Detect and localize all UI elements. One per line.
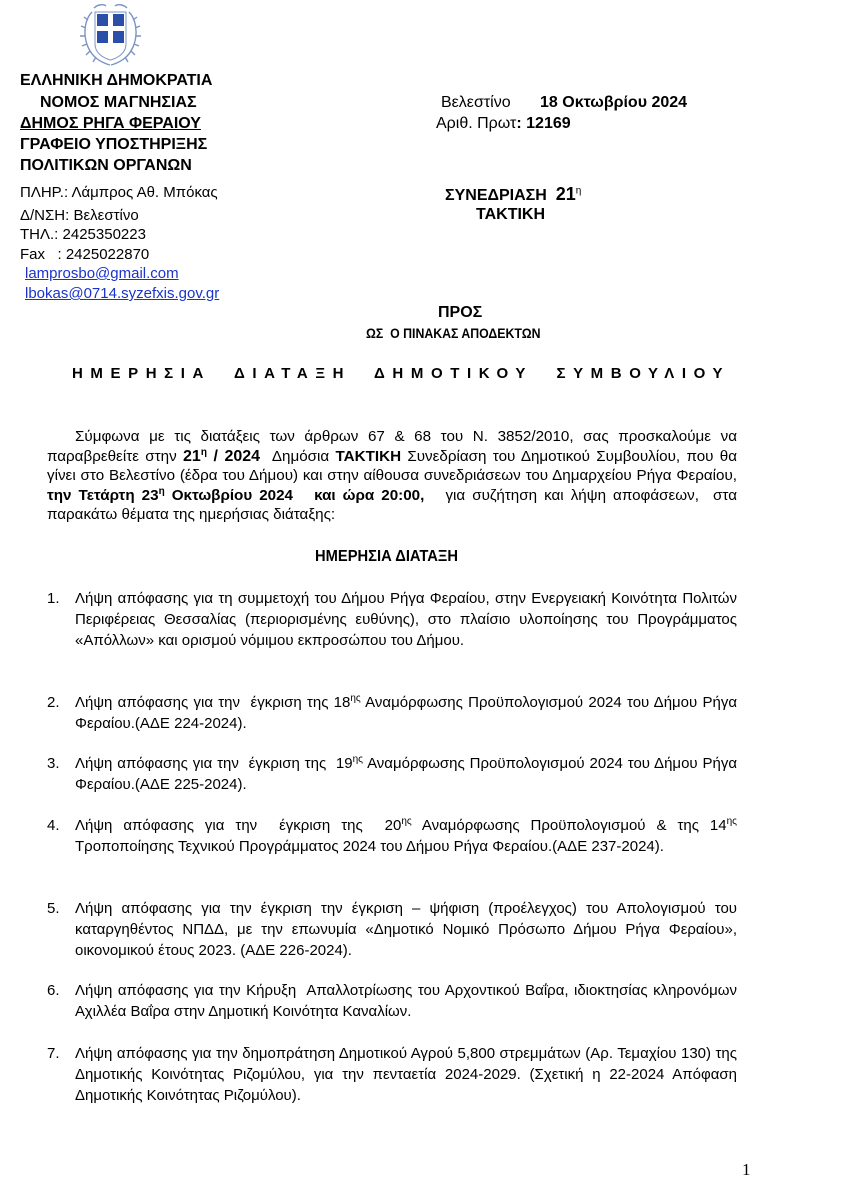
protocol-label: Αριθ. Πρωτ: [436, 115, 517, 132]
session-title: ΣΥΝΕΔΡΙΑΣΗ $21^\eta$: [445, 184, 582, 204]
protocol-number: Αριθ. Πρωτ: 12169: [436, 115, 571, 132]
intro-paragraph: Σύμφωνα με τις διατάξεις των άρθρων 67 & 68 του Ν. 3852/2010, σας προσκαλούμε να παραβρεθείτε στην $21^\eta / 2024$ Δημόσια ΤΑΚΤΙΚΗ Συνεδρίαση του Δημοτικού Συμβουλίου, που θα γίνει στο Βελεστίνο (έδρα του Δήμου) και στην αίθουσα συνεδριάσεων του Δημαρχείου Ρήγα Φεραίου, την Τετάρτη $23^\eta$ Οκτωβρίου 2024 και ώρα 20:00, για συζήτηση και λήψη αποφάσεων, στα παρακάτω θέματα της ημερήσιας διάταξης:: [47, 428, 742, 524]
page-number: 1: [742, 1160, 751, 1179]
contact-person: ΠΛΗΡ.: Λάμπρος Αθ. Μπόκας: [20, 184, 218, 201]
session-type: ΤΑΚΤΙΚΗ: [476, 206, 546, 223]
agenda-item: 2. Λήψη απόφασης για την έγκριση της $18^{\eta\varsigma}$ Αναμόρφωσης Προϋπολογισμού 2024 του Δήμου Ρήγα Φεραίου.(ΑΔΕ 224-2024).: [47, 693, 737, 732]
hellenic-republic-emblem-icon: [66, 0, 155, 70]
recipient-to: ΠΡΟΣ: [438, 304, 483, 321]
org-municipality: ΔΗΜΟΣ ΡΗΓΑ ΦΕΡΑΙΟΥ: [20, 115, 201, 132]
document-title: ΗΜΕΡΗΣΙΑ ΔΙΑΤΑΞΗ ΔΗΜΟΤΙΚΟΥ ΣΥΜΒΟΥΛΙΟΥ: [72, 365, 731, 382]
protocol-value: 12169: [526, 115, 571, 132]
org-prefecture: ΝΟΜΟΣ ΜΑΓΝΗΣΙΑΣ: [40, 94, 197, 111]
agenda-item: 3. Λήψη απόφασης για την έγκριση της $19^{\eta\varsigma}$ Αναμόρφωσης Προϋπολογισμού 2024 του Δήμου Ρήγα Φεραίου.(ΑΔΕ 225-2024).: [47, 754, 738, 793]
place: Βελεστίνο: [441, 94, 511, 111]
agenda-item: 7. Λήψη απόφασης για την δημοπράτηση Δημοτικού Αγρού 5,800 στρεμμάτων (Αρ. Τεμαχίου 130) της Δημοτικής Κοινότητας Ριζομύλου, για την πενταετία 2024-2029. (Σχετική η 22-2024 Απόφαση Δημοτικής Κοινότητας Ριζομύλου).: [47, 1045, 737, 1104]
org-republic: ΕΛΛΗΝΙΚΗ ΔΗΜΟΚΡΑΤΙΑ: [20, 72, 213, 89]
org-office: ΓΡΑΦΕΙΟ ΥΠΟΣΤΗΡΙΞΗΣ: [20, 136, 208, 153]
email-link-syzefxis[interactable]: lbokas@0714.syzefxis.gov.gr: [25, 285, 220, 302]
contact-address: Δ/ΝΣΗ: Βελεστίνο: [20, 207, 139, 224]
contact-phone: ΤΗΛ.: 2425350223: [20, 226, 146, 243]
org-office-cont: ΠΟΛΙΤΙΚΩΝ ΟΡΓΑΝΩΝ: [20, 157, 192, 174]
agenda-item: 5. Λήψη απόφασης για την έγκριση την έγκριση – ψήφιση (προέλεγχος) του Απολογισμού του καταργηθέντος ΝΠΔΔ, με την επωνυμία «Δημοτικό Νομικό Πρόσωπο Δήμου Ρήγα Φεραίου», οικονομικού έτους 2023. (ΑΔΕ 226-2024).: [47, 900, 737, 959]
email-link-gmail[interactable]: lamprosbo@gmail.com: [25, 265, 179, 282]
recipient-list: ΩΣ Ο ΠΙΝΑΚΑΣ ΑΠΟΔΕΚΤΩΝ: [366, 325, 541, 341]
agenda-item: 6. Λήψη απόφασης για την Κήρυξη Απαλλοτρίωσης του Αρχοντικού Βαΐρα, ιδιοκτησίας κληρονόμων Αχιλλέα Βαΐρα στην Δημοτική Κοινότητα Καναλίων.: [47, 982, 741, 1020]
agenda-item: 1. Λήψη απόφασης για τη συμμετοχή του Δήμου Ρήγα Φεραίου, στην Ενεργειακή Κοινότητα Πολιτών Περιφέρειας Θεσσαλίας (περιορισμένης ευθύνης), στο πλαίσιο υλοποίησης του Προγράμματος «Απόλλων» και ορισμού νόμιμου εκπροσώπου του Δήμου.: [47, 590, 737, 649]
contact-fax: Fax : 2425022870: [20, 246, 150, 263]
agenda-item: 4. Λήψη απόφασης για την έγκριση της $20^{\eta\varsigma}$ Αναμόρφωσης Προϋπολογισμού & της $14^{\eta\varsigma}$ Τροποποίησης Τεχνικού Προγράμματος 2024 του Δήμου Ρήγα Φεραίου.(ΑΔΕ 237-2024).: [47, 816, 737, 855]
agenda-heading: ΗΜΕΡΗΣΙΑ ΔΙΑΤΑΞΗ: [315, 548, 458, 565]
document-date: 18 Οκτωβρίου 2024: [540, 94, 688, 111]
session-number: 21: [555, 184, 576, 204]
